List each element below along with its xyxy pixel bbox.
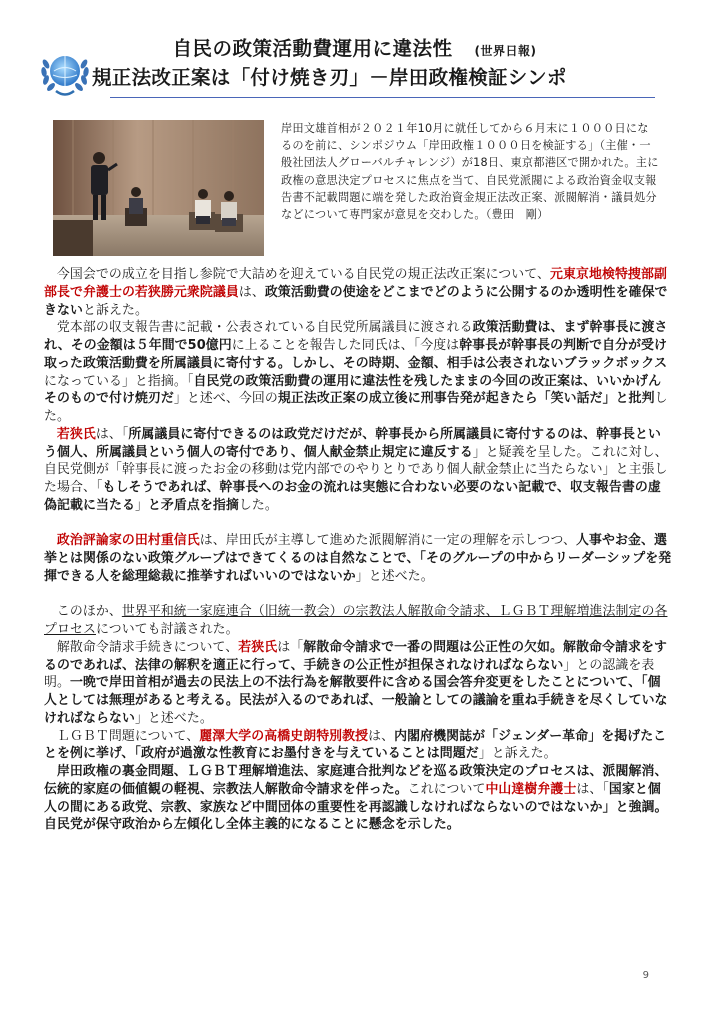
paragraph-text: 党本部の収支報告書に記載・公表されている自民党所属議員に渡される bbox=[56, 320, 473, 336]
paragraph-text: になっている」と指摘。「 bbox=[44, 373, 194, 389]
paragraph-text: 」と述べた。 bbox=[134, 710, 213, 726]
symposium-stage-photo-icon bbox=[53, 120, 264, 256]
paragraph-text: した。 bbox=[44, 391, 668, 424]
paragraph-text: 幹事長が幹事長の判断で自分が受け取った政策活動費を所属議員に寄付する。しかし、その時期、金額、相手は公表されないブラックボックス bbox=[44, 338, 668, 371]
paragraph-text: は、岸田氏が主導して進めた派閥解消に一定の理解を示しつつ、 bbox=[199, 533, 577, 549]
article-body bbox=[44, 266, 672, 834]
headline-line1 bbox=[0, 33, 709, 61]
article-paragraph bbox=[44, 603, 672, 639]
paragraph-text: は、「 bbox=[576, 781, 609, 797]
paragraph-text: に上ることを報告した同氏は、「今度は bbox=[231, 338, 460, 353]
paragraph-gap bbox=[44, 515, 672, 533]
article-paragraph bbox=[44, 532, 672, 585]
paragraph-text: 所属議員に寄付できるのは政党だけだが、幹事長から所属議員に寄付するのは、幹事長という個人、所属議員という個人の寄付であり、個人献金禁止規定に違反する bbox=[44, 426, 662, 460]
paragraph-text: 岸田政権の裏金問題、ＬＧＢＴ理解増進法、家庭連合批判などを巡る政策決定のプロセスは、派閥解消、伝統的家庭の価値観の軽視、宗教法人解散命令請求を伴った。 bbox=[44, 764, 668, 797]
paragraph-text: ＬＧＢＴ問題について、 bbox=[56, 728, 200, 744]
headline-main: 自民の政策活動費運用に違法性 bbox=[172, 37, 453, 60]
paragraph-text: 内閣府機関誌が「ジェンダー革命」を掲げたことを例に挙げ、「政府が過激な性教育にお墨付きを与えていることは問題だ bbox=[44, 728, 667, 762]
speaker-name: 政治評論家の田村重信氏 bbox=[56, 533, 200, 549]
paragraph-text: 解散命令請求手続きについて、 bbox=[56, 639, 239, 655]
paragraph-text: は「 bbox=[277, 639, 304, 655]
paragraph-text: 」と述べ、今回の bbox=[173, 391, 278, 407]
paragraph-text: 政策活動費は、まず幹事長に渡され、その金額は５年間で50億円 bbox=[44, 320, 668, 353]
paragraph-text: 人事やお金、選挙とは関係のない政策グループはできてくるのは自然なことで、「そのグループの中からリーダーシップを発揮できる人を総理総裁に推挙すればいいのではないか bbox=[44, 533, 672, 584]
paragraph-text: 」と疑義を呈した。これに対し、自民党側が「幹事長に渡ったお金の移動は党内部でのやりとりであり個人献金禁止に当たらない」と主張した場合、「 bbox=[44, 444, 668, 495]
paragraph-text: 」との認識を表明。 bbox=[44, 657, 655, 691]
paragraph-gap bbox=[44, 586, 672, 604]
article-paragraph bbox=[44, 763, 672, 834]
paragraph-text: 解散命令請求で一番の問題は公正性の欠如。解散命令請求をするのであれば、法律の解釈を適正に行って、手続きの公正性が担保されなければならない bbox=[44, 639, 667, 673]
photo-caption: 岸田文雄首相が２０２１年10月に就任してから６月末に１０００日になるのを前に、シンポジウム「岸田政権１０００日を検証する」（主催・一般社団法人グローバルチャレンジ）が18日、東京都港区で開かれた。主に政権の意思決定プロセスに焦点を当て、自民党派閥による政治資金収支報告書不記載問題に端を発した政治資金規正法改正案、派閥解消・議員処分などについて専門家が意見を交わした。（豊田 剛） bbox=[281, 122, 659, 222]
speaker-name: 若狭氏 bbox=[238, 639, 278, 655]
paragraph-text: もしそうであれば、幹事長へのお金の流れは実態に合わない必要のない記載で、収支報告書の虚偽記載に当たる bbox=[44, 480, 661, 513]
page-number: 9 bbox=[642, 970, 649, 981]
headline-line2: 規正法改正案は「付け焼き刃」－岸田政権検証シンポ bbox=[92, 66, 567, 89]
paragraph-text: 一晩で岸田首相が過去の民法上の不法行為を解散要件に含める国会答弁変更をしたことについて、「個人としては無理があると考える。民法が入るのであれば、一般論としての議論を重ね手続きを尽くしていなければならない bbox=[44, 675, 668, 726]
article-paragraph bbox=[44, 639, 672, 728]
paragraph-text: 国家と個人の間にある政党、宗教、家族など中間団体の重要性を再認識しなければならないのではないか」と強調。自民党が保守政治から左傾化し全体主義的になることに懸念を示した。 bbox=[44, 781, 668, 833]
paragraph-text: した。 bbox=[238, 497, 278, 513]
speaker-name: 若狭氏 bbox=[56, 426, 96, 442]
paragraph-text: は、 bbox=[368, 728, 395, 744]
paragraph-text: は、「 bbox=[95, 426, 129, 442]
paragraph-text: 」と訴えた。 bbox=[478, 746, 557, 762]
speaker-name: 元東京地検特捜部副部長で弁護士の若狭勝元衆院議員 bbox=[44, 267, 667, 300]
article-paragraph bbox=[44, 266, 672, 319]
paragraph-text: このほか、 bbox=[56, 604, 122, 620]
article-paragraph bbox=[44, 728, 672, 764]
paragraph-text: 世界平和統一家庭連合（旧統一教会）の宗教法人解散命令請求、ＬＧＢＴ理解増進法制定の各プロセス bbox=[44, 604, 668, 637]
source-label: (世界日報) bbox=[474, 44, 537, 58]
paragraph-text: 政策活動費の使途をどこまでどのように公開するのか透明性を確保できない bbox=[44, 284, 668, 318]
paragraph-text: 今国会での成立を目指し参院で大詰めを迎えている自民党の規正法改正案について、 bbox=[56, 267, 551, 282]
paragraph-text: 」 bbox=[134, 497, 148, 513]
paragraph-text: 規正法改正案の成立後に刑事告発が起きたら「笑い話だ」と批判 bbox=[277, 391, 655, 407]
speaker-name: 麗澤大学の高橋史朗特別教授 bbox=[199, 728, 369, 744]
paragraph-text: は、 bbox=[238, 284, 265, 300]
paragraph-text: 」と述べた。 bbox=[355, 568, 434, 584]
paragraph-text: と矛盾点を指摘 bbox=[147, 497, 239, 513]
speaker-name: 中山達樹弁護士 bbox=[485, 781, 577, 797]
article-paragraph bbox=[44, 426, 672, 515]
paragraph-text: 自民党の政策活動費の運用に違法性を残したままの今回の改正案は、いいかげんそのもので付け焼刃だ bbox=[44, 373, 662, 407]
paragraph-text: これについて bbox=[407, 781, 486, 797]
paragraph-text: と訴えた。 bbox=[82, 302, 148, 318]
article-paragraph bbox=[44, 319, 672, 426]
title-divider bbox=[110, 97, 655, 98]
paragraph-text: についても討議された。 bbox=[95, 622, 239, 637]
